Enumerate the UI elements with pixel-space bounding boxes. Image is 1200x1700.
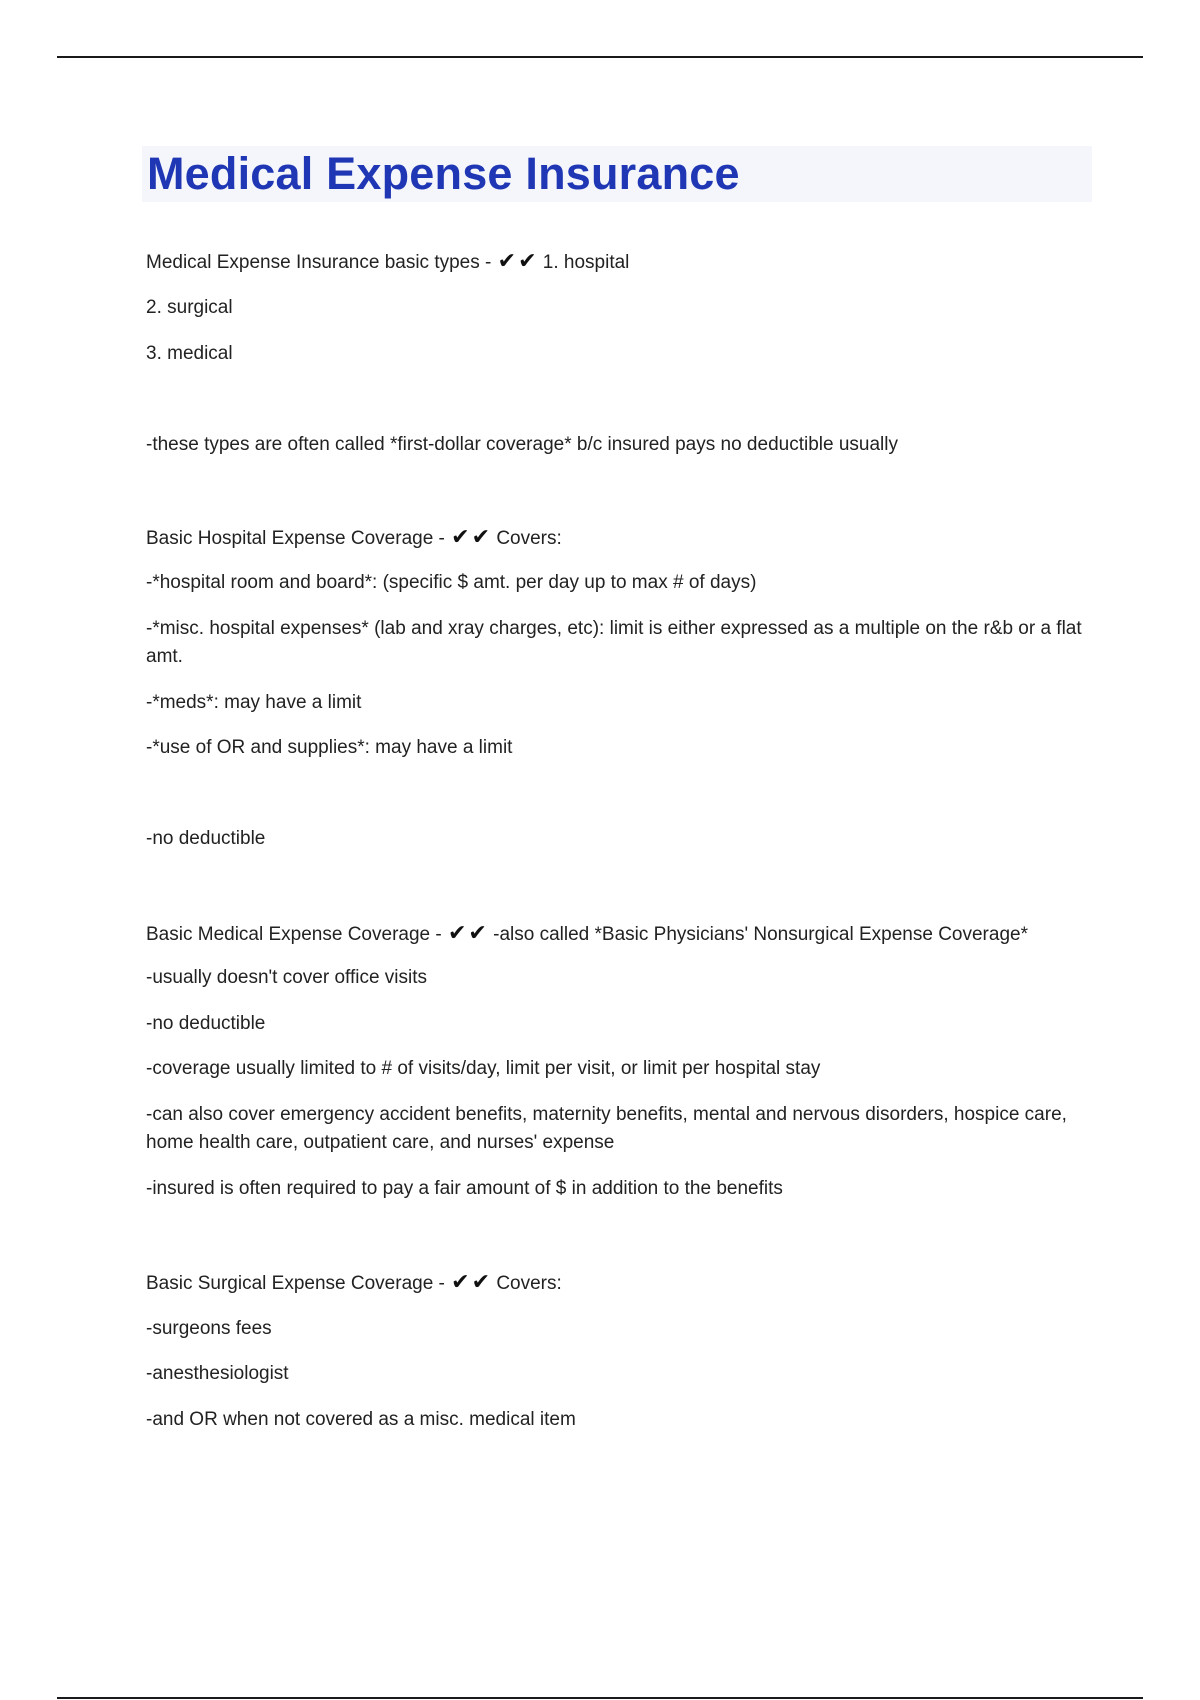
list-item: -*misc. hospital expenses* (lab and xray charges, etc): limit is either expressed as a multiple on the r&b or a flat amt. <box>146 618 1082 667</box>
list-item: -*meds*: may have a limit <box>146 692 362 713</box>
bottom-rule <box>57 1697 1143 1699</box>
top-rule <box>57 56 1143 58</box>
term-label: Medical Expense Insurance basic types - <box>146 252 492 273</box>
check-icon: ✔ <box>471 1270 491 1295</box>
check-icon: ✔ <box>497 249 517 274</box>
check-icon: ✔ <box>468 921 487 946</box>
flashcard-surgical-heading <box>146 1269 1096 1298</box>
check-icon: ✔ <box>447 921 467 946</box>
check-icon: ✔ <box>471 525 491 550</box>
page-title: Medical Expense Insurance <box>147 148 740 199</box>
flashcard-medical-heading <box>146 920 1096 949</box>
list-item: -can also cover emergency accident benefits, maternity benefits, mental and nervous disorders, hospice care, home health care, outpatient care, and nurses' expense <box>146 1104 1067 1153</box>
list-item: -*use of OR and supplies*: may have a limit <box>146 737 513 758</box>
term-label: Basic Hospital Expense Coverage - <box>146 528 445 549</box>
list-item: -and OR when not covered as a misc. medical item <box>146 1409 576 1430</box>
flashcard-types-heading <box>146 248 1096 277</box>
list-item: 3. medical <box>146 343 233 364</box>
list-item: -no deductible <box>146 828 266 849</box>
list-item: -*hospital room and board*: (specific $ amt. per day up to max # of days) <box>146 572 757 593</box>
check-icon: ✔ <box>451 1270 470 1295</box>
definition-text: 1. hospital <box>542 252 630 273</box>
list-item: -no deductible <box>146 1013 266 1034</box>
definition-text: Covers: <box>496 528 562 549</box>
list-item: 2. surgical <box>146 297 233 318</box>
list-item: -anesthesiologist <box>146 1363 289 1384</box>
flashcard-hospital-heading <box>146 524 1096 553</box>
list-item: -insured is often required to pay a fair amount of $ in addition to the benefits <box>146 1178 783 1199</box>
list-item: -coverage usually limited to # of visits/day, limit per visit, or limit per hospital stay <box>146 1058 821 1079</box>
list-item: -usually doesn't cover office visits <box>146 967 428 988</box>
list-item: -surgeons fees <box>146 1318 272 1339</box>
term-label: Basic Surgical Expense Coverage - <box>146 1273 445 1294</box>
check-icon: ✔ <box>518 249 537 274</box>
check-icon: ✔ <box>451 525 470 550</box>
definition-text: Covers: <box>496 1273 562 1294</box>
term-label: Basic Medical Expense Coverage - <box>146 924 442 945</box>
list-item: -these types are often called *first-dollar coverage* b/c insured pays no deductible usually <box>146 434 898 455</box>
definition-text: -also called *Basic Physicians' Nonsurgical Expense Coverage* <box>493 924 1028 945</box>
